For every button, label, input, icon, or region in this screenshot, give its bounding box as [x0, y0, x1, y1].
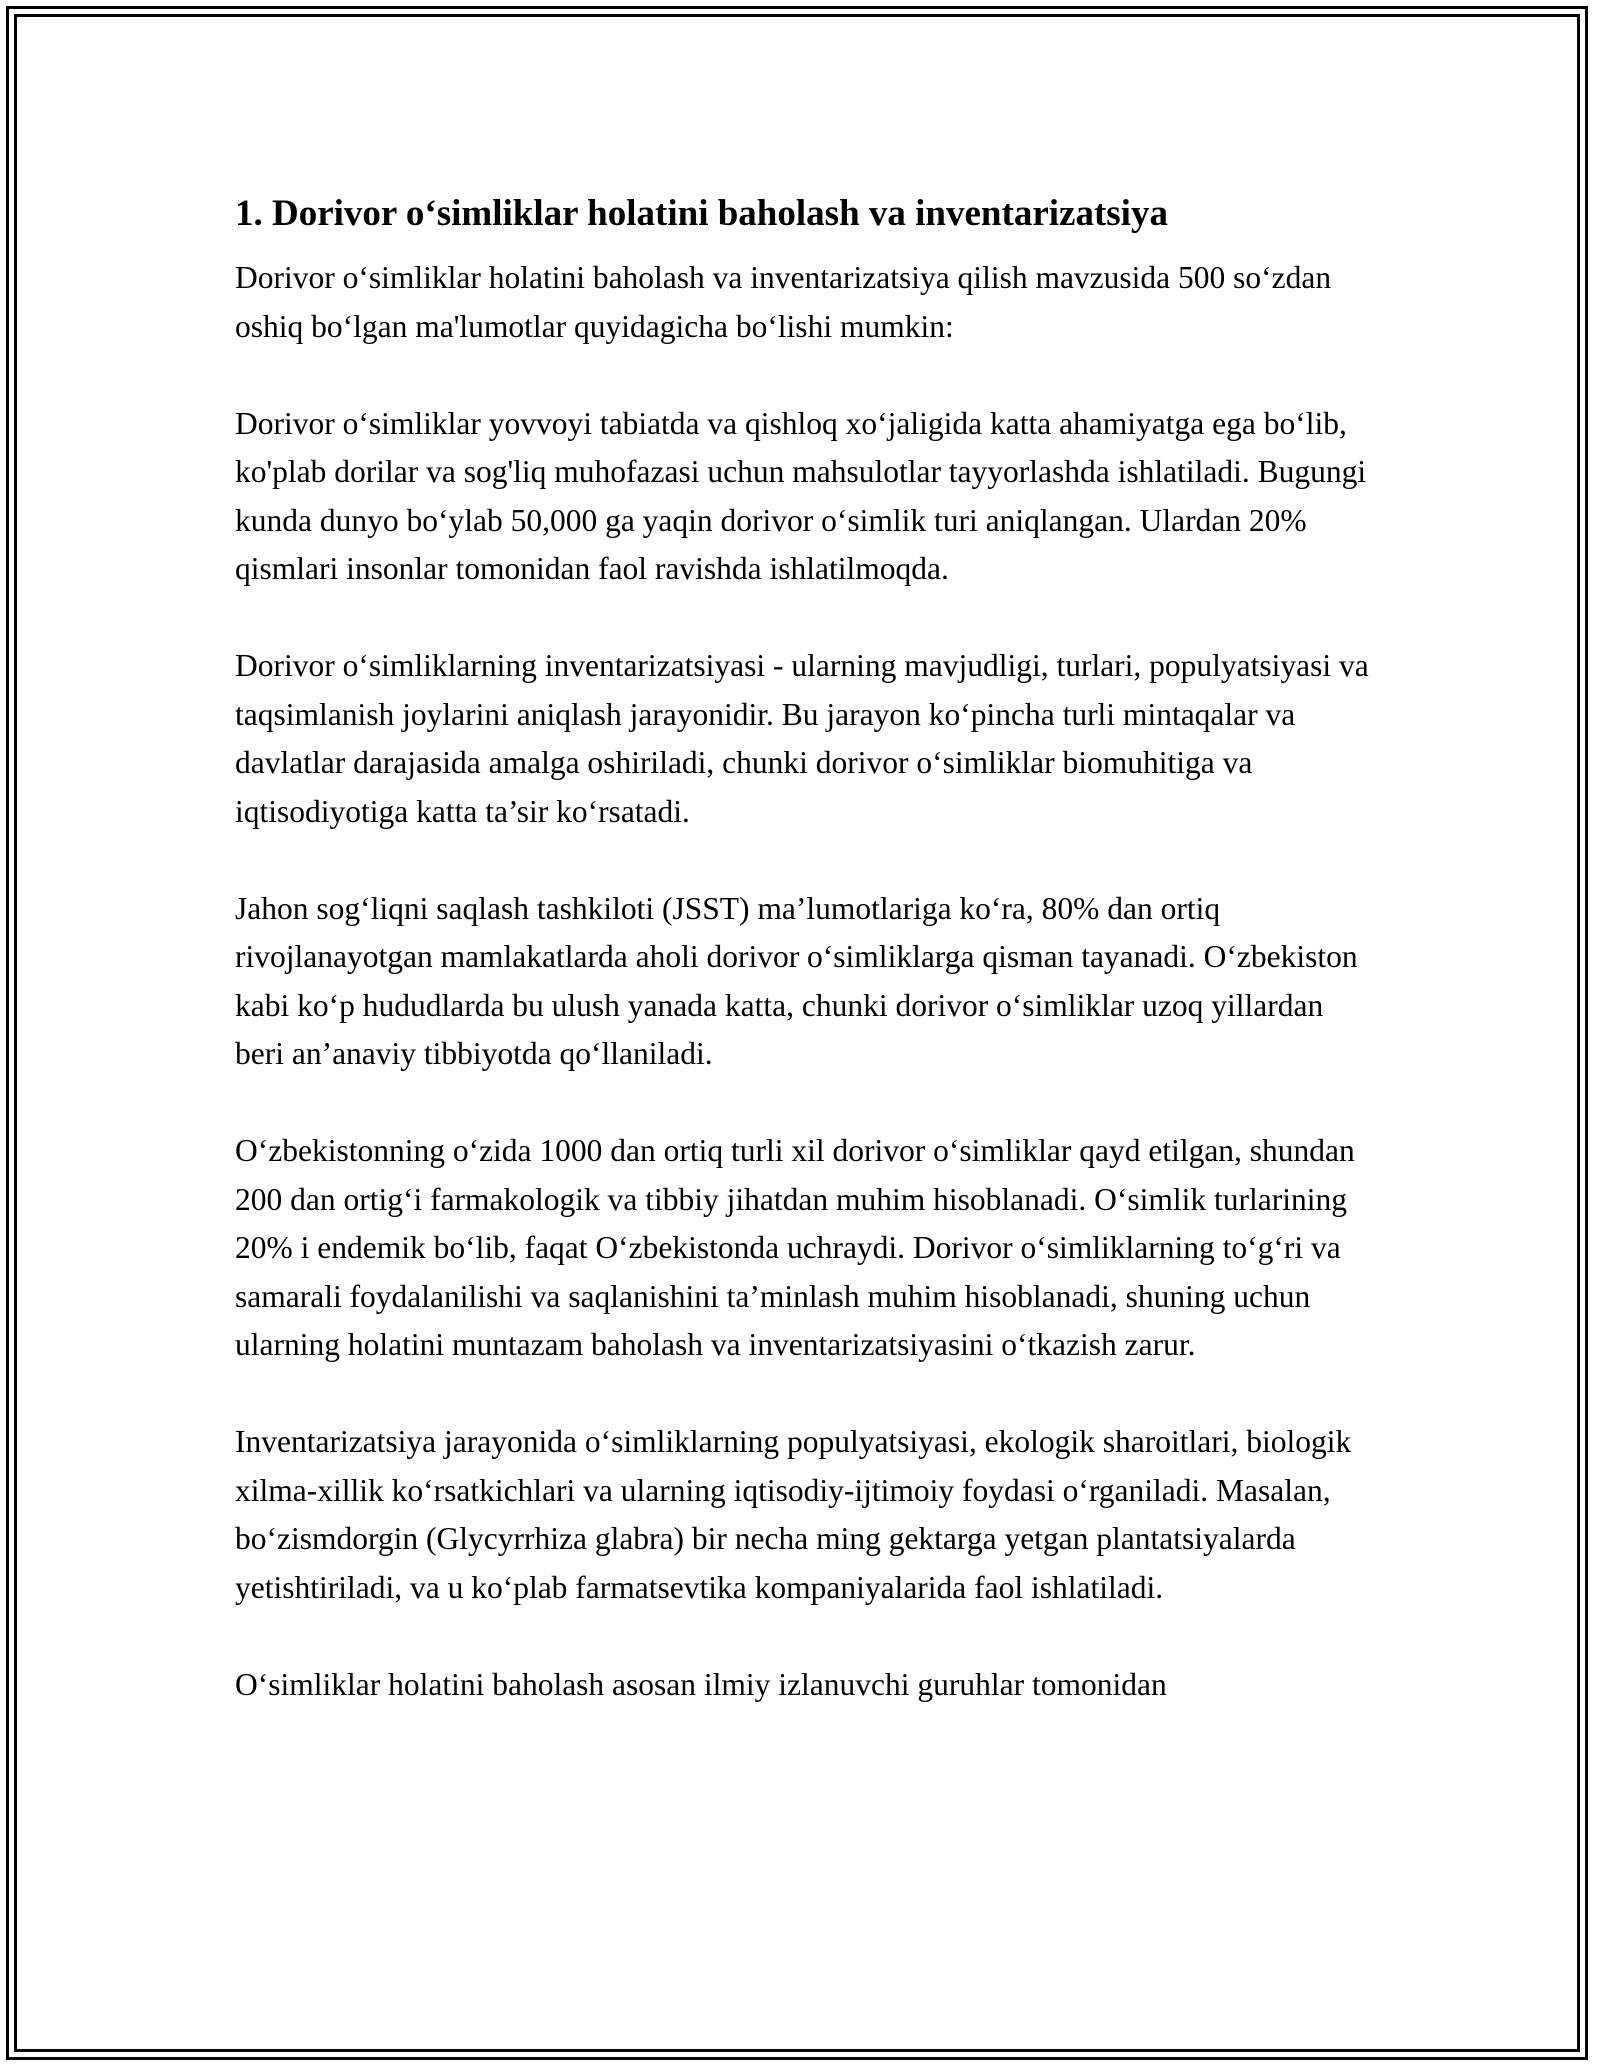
- paragraph-inventory-process: Inventarizatsiya jarayonida o‘simliklarning populyatsiyasi, ekologik sharoitlari, biologik xilma-xillik ko‘rsatkichlari va ularning iqtisodiy-ijtimoiy foydasi o‘rganiladi. Masalan, bo‘zismdorgin (Glycyrrhiza glabra) bir necha ming gektarga yetgan plantatsiyalarda yetishtiriladi, va u ko‘plab farmatsevtika kompaniyalarida faol ishlatiladi.: [235, 1424, 1352, 1605]
- paragraph-inventory-definition: Dorivor o‘simliklarning inventarizatsiyasi - ularning mavjudligi, turlari, populyatsiyasi va taqsimlanish joylarini aniqlash jarayonidir. Bu jarayon ko‘pincha turli mintaqalar va davlatlar darajasida amalga oshiriladi, chunki dorivor o‘simliklar biomuhitiga va iqtisodiyotiga katta ta’sir ko‘rsatadi.: [235, 648, 1369, 829]
- paragraph-importance: Dorivor o‘simliklar yovvoyi tabiatda va qishloq xo‘jaligida katta ahamiyatga ega bo‘lib, ko'plab dorilar va sog'liq muhofazasi uchun mahsulotlar tayyorlashda ishlatiladi. Bugungi kunda dunyo bo‘ylab 50,000 ga yaqin dorivor o‘simlik turi aniqlangan. Ulardan 20% qismlari insonlar tomonidan faol ravishda ishlatilmoqda.: [235, 405, 1367, 586]
- section-heading: 1. Dorivor o‘simliklar holatini baholash va inventarizatsiya: [235, 193, 1168, 234]
- paragraph-uzbekistan-species: O‘zbekistonning o‘zida 1000 dan ortiq turli xil dorivor o‘simliklar qayd etilgan, shundan 200 dan ortig‘i farmakologik va tibbiy jihatdan muhim hisoblanadi. O‘simlik turlarining 20% i endemik bo‘lib, faqat O‘zbekistonda uchraydi. Dorivor o‘simliklarning to‘g‘ri va samarali foydalanilishi va saqlanishini ta’minlash muhim hisoblanadi, shuning uchun ularning holatini muntazam baholash va inventarizatsiyasini o‘tkazish zarur.: [235, 1133, 1355, 1362]
- paragraph-intro: Dorivor o‘simliklar holatini baholash va inventarizatsiya qilish mavzusida 500 so‘zdan oshiq bo‘lgan ma'lumotlar quyidagicha bo‘lishi mumkin:: [235, 260, 1332, 344]
- paragraph-who-data: Jahon sog‘liqni saqlash tashkiloti (JSST) ma’lumotlariga ko‘ra, 80% dan ortiq rivojlanayotgan mamlakatlarda aholi dorivor o‘simliklarga qisman tayanadi. O‘zbekiston kabi ko‘p hududlarda bu ulush yanada katta, chunki dorivor o‘simliklar uzoq yillardan beri an’anaviy tibbiyotda qo‘llaniladi.: [235, 890, 1358, 1071]
- paragraph-assessment: O‘simliklar holatini baholash asosan ilmiy izlanuvchi guruhlar tomonidan: [235, 1666, 1167, 1702]
- document-body: [235, 188, 1380, 1758]
